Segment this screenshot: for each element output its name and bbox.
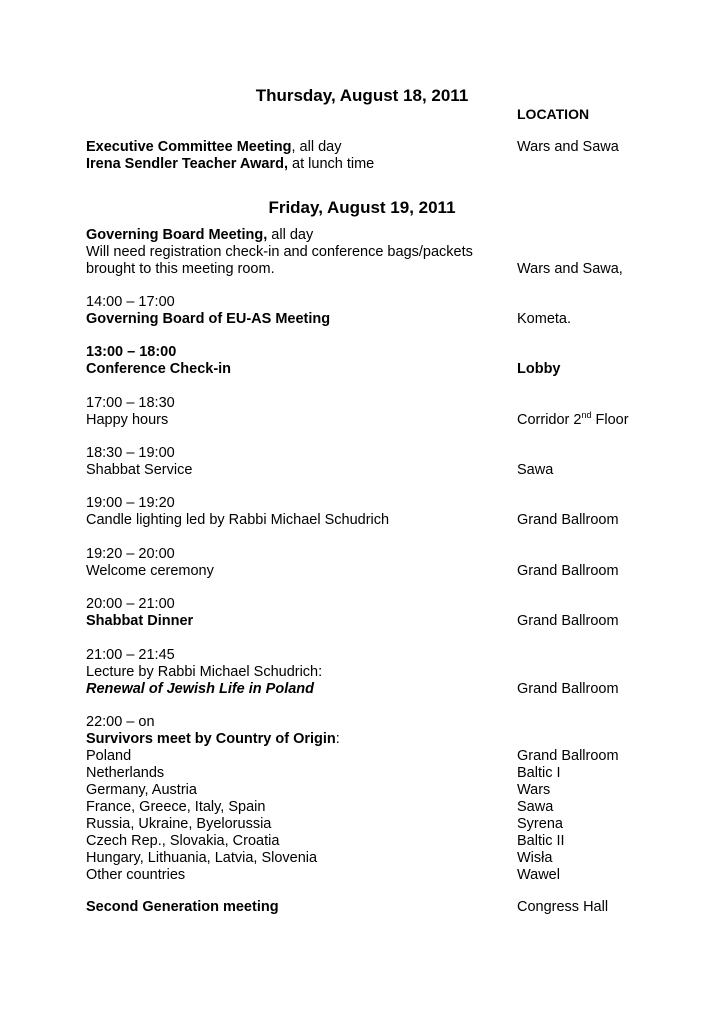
- event-time: 22:00 – on: [86, 714, 155, 730]
- event-title: Welcome ceremony: [86, 563, 214, 579]
- country: Netherlands: [86, 765, 165, 781]
- event-location: Grand Ballroom: [517, 563, 619, 579]
- event-time: 18:30 – 19:00: [86, 445, 175, 461]
- event-location: Syrena: [517, 816, 563, 832]
- event-location: Kometa.: [517, 311, 571, 327]
- event-conference-checkin: [86, 344, 666, 378]
- event-title: Happy hours: [86, 412, 169, 428]
- event-happy-hours: [86, 395, 666, 429]
- event-location: Sawa: [517, 462, 554, 478]
- event-governing-board: [86, 227, 666, 278]
- event-time: 13:00 – 18:00: [86, 344, 177, 360]
- thursday-events: [86, 139, 666, 173]
- event-second-generation: [86, 899, 666, 916]
- event-welcome-ceremony: [86, 546, 666, 580]
- country: Russia, Ukraine, Byelorussia: [86, 816, 272, 832]
- event-title: Governing Board Meeting,: [86, 227, 268, 243]
- event-location: Corridor 2nd Floor: [517, 410, 629, 428]
- country: Other countries: [86, 867, 186, 883]
- event-teacher-award: [86, 156, 666, 173]
- event-note: Will need registration check-in and conference bags/packets: [86, 244, 473, 260]
- event-candle-lighting: [86, 495, 666, 529]
- event-location: Baltic I: [517, 765, 561, 781]
- event-title: Second Generation meeting: [86, 899, 279, 915]
- event-location: Grand Ballroom: [517, 512, 619, 528]
- event-time: 14:00 – 17:00: [86, 294, 175, 310]
- country: Poland: [86, 748, 132, 764]
- event-location: Lobby: [517, 361, 561, 377]
- event-location: Sawa: [517, 799, 554, 815]
- event-lecture: [86, 647, 666, 698]
- event-intro: Lecture by Rabbi Michael Schudrich:: [86, 664, 323, 680]
- list-item: [86, 850, 666, 867]
- list-item: [86, 833, 666, 850]
- event-shabbat-service: [86, 445, 666, 479]
- event-title: Conference Check-in: [86, 361, 232, 377]
- list-item: [86, 748, 666, 765]
- event-title: Shabbat Service: [86, 462, 193, 478]
- list-item: [86, 782, 666, 799]
- event-location: Congress Hall: [517, 899, 609, 915]
- event-location: Wars and Sawa: [517, 139, 619, 155]
- event-title: Shabbat Dinner: [86, 613, 194, 629]
- event-shabbat-dinner: [86, 596, 666, 630]
- event-title: Irena Sendler Teacher Award,: [86, 156, 289, 172]
- event-location: Grand Ballroom: [517, 748, 619, 764]
- country: Czech Rep., Slovakia, Croatia: [86, 833, 280, 849]
- country: Hungary, Lithuania, Latvia, Slovenia: [86, 850, 318, 866]
- event-title: Candle lighting led by Rabbi Michael Schudrich: [86, 512, 390, 528]
- event-time: 19:20 – 20:00: [86, 546, 175, 562]
- list-item: [86, 799, 666, 816]
- event-title: Executive Committee Meeting: [86, 139, 292, 155]
- country: Germany, Austria: [86, 782, 197, 798]
- event-title: Renewal of Jewish Life in Poland: [86, 681, 315, 697]
- event-time: 19:00 – 19:20: [86, 495, 175, 511]
- event-time: 20:00 – 21:00: [86, 596, 175, 612]
- event-survivors-meet: 22:00 – on Survivors meet by Country of Origin: Poland Grand Ballroom Netherlands Baltic I Germany, Austria Wars France, Greece, Italy, Spain Sawa Russia, Ukraine, Byelorussia Syrena Czech Rep., Slovakia, Croatia Baltic II Hungary, Lithuania, Latvia, Slovenia Wisła Other countries Wawel: [86, 714, 666, 884]
- country: France, Greece, Italy, Spain: [86, 799, 266, 815]
- day-heading-thursday: Thursday, August 18, 2011: [255, 86, 469, 105]
- event-duration: , all day: [291, 139, 342, 155]
- event-title: Governing Board of EU-AS Meeting: [86, 311, 331, 327]
- event-location: Wawel: [517, 867, 560, 883]
- event-time: 17:00 – 18:30: [86, 395, 175, 411]
- event-note: brought to this meeting room.: [86, 261, 275, 277]
- event-location: Wars and Sawa,: [517, 261, 623, 277]
- event-title: Survivors meet by Country of Origin: [86, 731, 336, 747]
- event-executive-committee: [86, 139, 666, 156]
- list-item: [86, 816, 666, 833]
- event-location: Wars: [517, 782, 551, 798]
- location-column-header: LOCATION: [517, 106, 590, 122]
- event-duration: all day: [267, 227, 314, 243]
- event-duration: at lunch time: [288, 156, 375, 172]
- event-location: Wisła: [517, 850, 553, 866]
- list-item: [86, 765, 666, 782]
- list-item: [86, 867, 666, 884]
- event-eu-as-meeting: [86, 294, 666, 328]
- day-heading-friday: Friday, August 19, 2011: [268, 198, 456, 217]
- event-time: 21:00 – 21:45: [86, 647, 175, 663]
- event-location: Grand Ballroom: [517, 613, 619, 629]
- event-location: Baltic II: [517, 833, 565, 849]
- event-location: Grand Ballroom: [517, 681, 619, 697]
